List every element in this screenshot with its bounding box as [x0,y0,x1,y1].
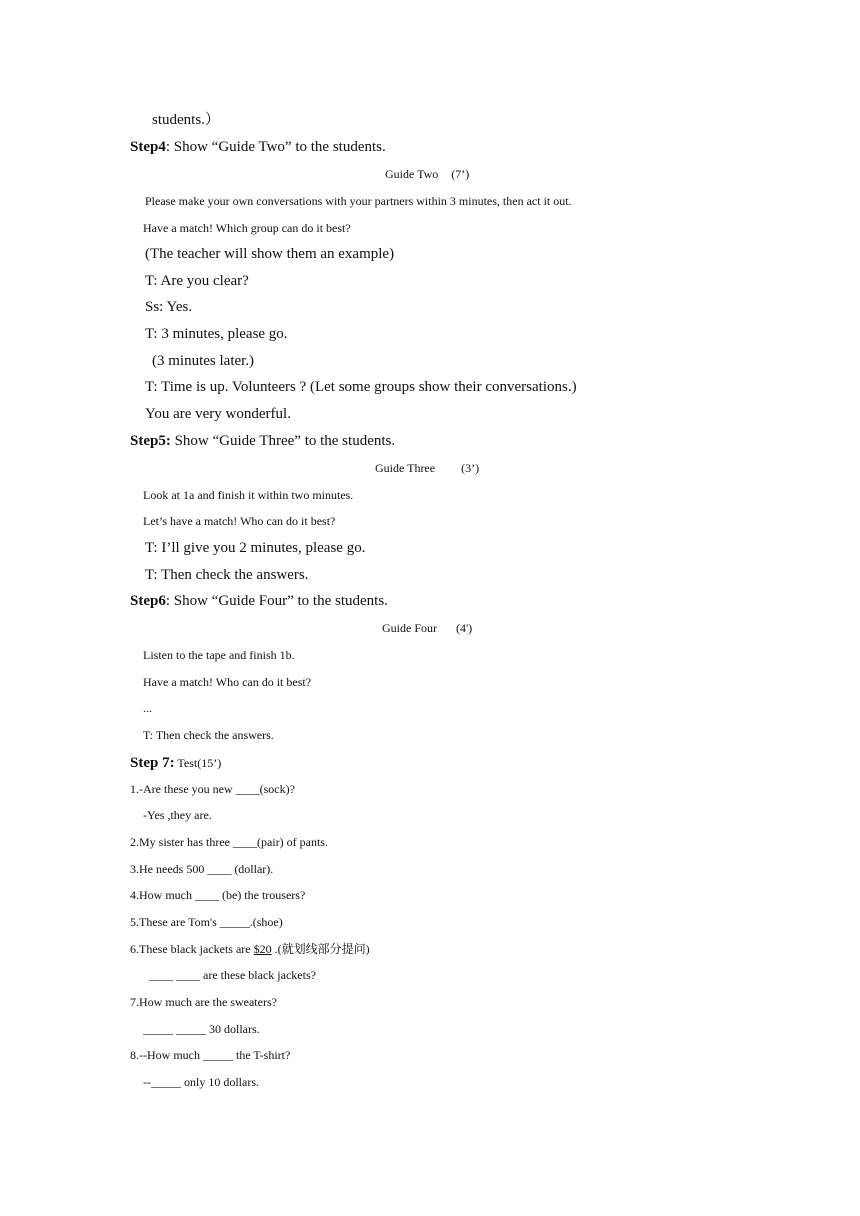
text-line: T: I’ll give you 2 minutes, please go. [145,540,366,556]
text-line: Ss: Yes. [145,299,193,315]
step-text: : Show “Guide Four” to the students. [165,593,388,609]
text-line: T: Time is up. Volunteers ? (Let some groups show their conversations.) [145,379,577,395]
guide-title: Guide Two [385,167,439,181]
underlined-price: $20 [253,942,272,956]
text-line: Have a match! Who can do it best? [143,675,312,689]
text-line: T: Then check the answers. [143,728,274,742]
step-label: Step4 [130,139,166,155]
step4-heading [130,140,386,155]
text-line: Please make your own conversations with your partners within 3 minutes, then act it out. [145,194,572,208]
text-line: Look at 1a and finish it within two minutes. [143,488,354,502]
text-line: students.） [152,112,220,128]
text-line: Listen to the tape and finish 1b. [143,648,295,662]
text-line: (The teacher will show them an example) [145,246,395,262]
guide-title: Guide Three [375,461,436,475]
guide-time: (7’) [451,167,470,181]
text-line: ... [143,701,152,715]
question-8: 8.--How much _____ the T-shirt? [130,1048,291,1062]
question-text: 6.These black jackets are [130,942,254,956]
question-5: 5.These are Tom's _____.(shoe) [130,915,283,929]
step5-heading [130,434,395,449]
question-6 [130,943,370,955]
text-line: T: Are you clear? [145,273,249,289]
answer-line: _____ _____ 30 dollars. [143,1022,260,1036]
text-line: You are very wonderful. [145,406,291,422]
guide-time: (3’) [461,461,480,475]
text-line: (3 minutes later.) [152,353,255,369]
guide-title: Guide Four [382,621,437,635]
text-line: Let’s have a match! Who can do it best? [143,514,336,528]
question-1: 1.-Are these you new ____(sock)? [130,782,295,796]
answer-line: --_____ only 10 dollars. [143,1075,259,1089]
text-line: Have a match! Which group can do it best? [143,221,351,235]
question-3: 3.He needs 500 ____ (dollar). [130,862,274,876]
question-7: 7.How much are the sweaters? [130,995,277,1009]
step6-heading [130,594,388,609]
step-label: Step6 [130,593,166,609]
text-line: T: 3 minutes, please go. [145,326,288,342]
question-instruction: .(就划线部分提问) [271,942,370,956]
guide-three-title [375,462,479,474]
guide-four-title [382,622,472,634]
step-text: Show “Guide Three” to the students. [170,433,396,449]
guide-two-title [385,168,469,180]
step-label: Step 7: [130,755,175,771]
step-label: Step5: [130,433,171,449]
answer-line: -Yes ,they are. [143,808,212,822]
question-4: 4.How much ____ (be) the trousers? [130,888,306,902]
text-line: T: Then check the answers. [145,567,309,583]
step-text: Test(15’) [174,756,222,770]
step7-heading [130,755,221,771]
guide-time: (4') [456,621,473,635]
question-2: 2.My sister has three ____(pair) of pants. [130,835,328,849]
answer-line: ____ ____ are these black jackets? [149,968,316,982]
step-text: : Show “Guide Two” to the students. [165,139,386,155]
